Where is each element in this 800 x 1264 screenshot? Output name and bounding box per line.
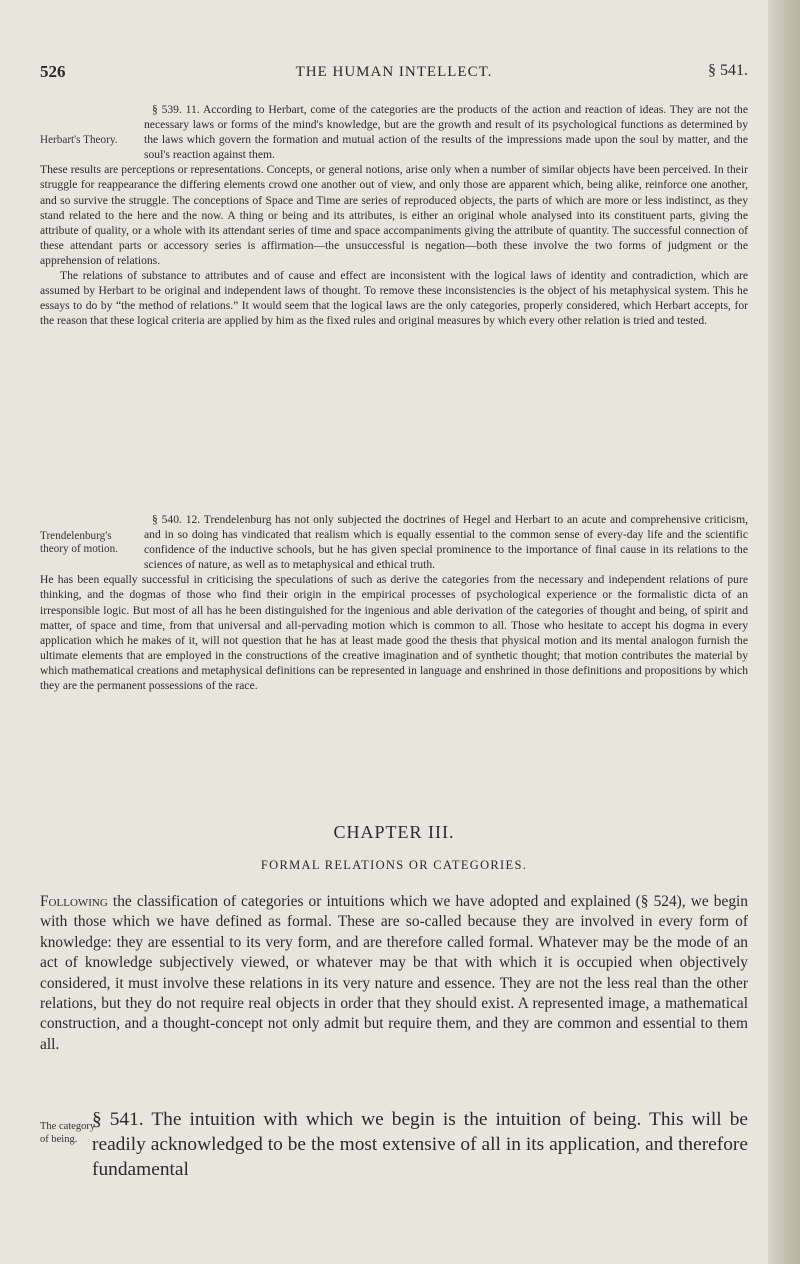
section-539 (40, 102, 748, 328)
section-539-lead: § 539. 11. According to Herbart, come of the categories are the products of the action and reaction of ideas. They are not the necessary laws or forms of the mind's knowledge, but are the growth and result of its psychological functions as determined by the laws which govern the formation and mutual action of the results of the impressions made upon the soul by matter, and the soul's reaction against them. (144, 103, 748, 162)
section-539-para2: The relations of substance to attributes and of cause and effect are inconsistent with the logical laws of identity and contradiction, which are assumed by Herbart to be original and independent laws of thought. To remove these inconsistencies is the object of his metaphysical system. This he essays to do by “the method of relations.” It would seem that the logical laws are the only categories, properly considered, which Herbart accepts, for the reason that these logical criteria are applied by him as the fixed rules and original measures by which every other relation is tried and tested. (40, 269, 748, 328)
chapter-heading: CHAPTER III. (333, 822, 455, 842)
margin-note-being: The category of being. (40, 1121, 96, 1145)
running-title: THE HUMAN INTELLECT. (295, 64, 493, 80)
chapter-intro (40, 892, 748, 1055)
section-539-body: These results are perceptions or representations. Concepts, or general notions, arise only when a number of similar objects have been perceived. In their struggle for reappearance the differing elements crowd one another out of view, and only those are apparent which, being alike, reinforce one another, and so survive the struggle. The conceptions of Space and Time are series of reproduced objects, the parts of which are more or less indistinct, as they stand related to the here and the now. A thing or being and its attributes, is either an original whole analysed into its constituent parts, giving the attribute of quality, or a whole with its attendant series of time and space accompaniments giving the attribute of quantity. The successful connection of these attendant parts or accessory series is affirmation—the unsuccessful is negation—both these involve the two forms of judgment or the apprehension of relations. (40, 163, 748, 267)
section-541 (40, 1107, 748, 1182)
section-541-label: § 541. (92, 1109, 144, 1130)
page-number: 526 (40, 62, 66, 81)
page-binding-edge (768, 0, 800, 1264)
margin-note-trendelenburg: Trendelenburg's theory of motion. (40, 530, 118, 555)
section-540-body: He has been equally successful in criticising the speculations of such as derive the categories from the necessary and independent relations of pure thinking, and the dogmas of those who find their origin in the empirical processes of psychological experience or the formalistic dicta of an irresponsible logic. But most of all has he been distinguished for the ingenious and able derivation of the categories of thought and being, of spirit and matter, of space and time, from that universal and all-pervading motion which is common to all. Those who hesitate to accept his dogma in every application which he makes of it, will not question that he has at least made good the thesis that physical motion and its mental analogon furnish the ultimate elements that are employed in the constructions of the creative imagination and of synthetic thought; that motion contributes the material by which mathematical creations and metaphysical definitions can be represented in language and enshrined in those definitions and propositions by which they are the permanent possessions of the race. (40, 573, 748, 693)
intro-text: the classification of categories or intuitions which we have adopted and explained (§ 524), we begin with those which we have defined as formal. These are so-called because they are involved in every form of knowledge: they are essential to its very form, and are therefore called formal. Whatever may be the mode of an act of knowledge subjectively viewed, or whatever may be that with which it is occupied when objectively considered, it must involve these relations in its very nature and essence. They are not the less real than the other relations, but they do not require real objects in order that they should exist. A represented image, a mathematical construction, and a thought-concept not only admit but require them, and they are common and essential to them all. (40, 893, 748, 1053)
section-marker: § 541. (708, 62, 748, 79)
intro-first-word: Following (40, 893, 108, 910)
chapter-subtitle: FORMAL RELATIONS OR CATEGORIES. (260, 858, 528, 872)
section-541-text: The intuition with which we begin is the intuition of being. This will be readily acknowledged to be the most extensive of all in its application, and therefore fundamental (92, 1109, 748, 1180)
running-header (40, 62, 748, 86)
margin-note-herbart: Herbart's Theory. (40, 134, 118, 146)
section-540 (40, 512, 748, 693)
section-540-lead: § 540. 12. Trendelenburg has not only subjected the doctrines of Hegel and Herbart to an acute and comprehensive criticism, and in so doing has vindicated that realism which is equally essential to the common sense of every-day life and the scientific confidence of the inductive schools, but he has given special prominence to the importance of final cause in its relations to the sciences of nature, as well as to metaphysical and ethical truth. (144, 513, 748, 572)
